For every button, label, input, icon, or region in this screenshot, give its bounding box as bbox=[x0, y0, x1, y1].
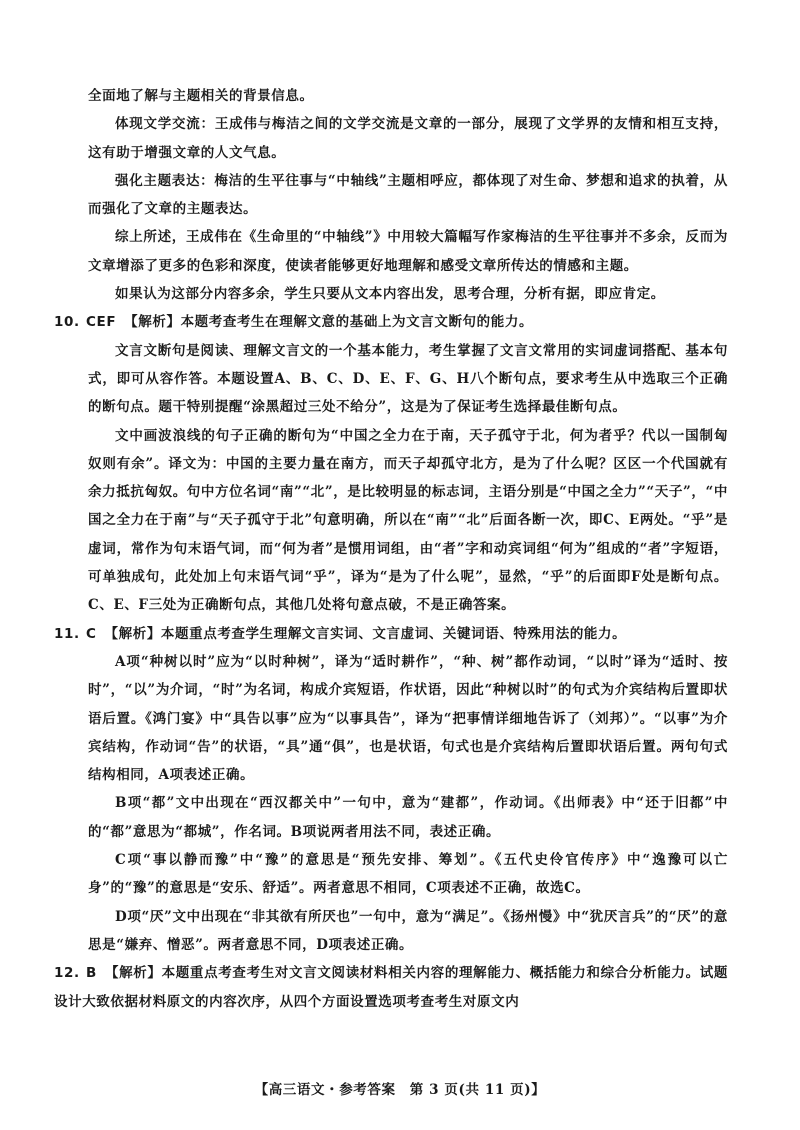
question-answer: CEF bbox=[86, 314, 117, 331]
question-10-heading bbox=[54, 308, 728, 336]
question-lead: 本题考查考生在理解文意的基础上为文言文断句的能力。 bbox=[180, 314, 534, 331]
paragraph-theme-expression: 强化主题表达：梅洁的生平往事与“中轴线”主题相呼应，都体现了对生命、梦想和追求的执着，从而强化了文章的主题表达。 bbox=[88, 172, 728, 218]
paragraph-literary-exchange: 体现文学交流：王成伟与梅洁之间的文学交流是文章的一部分，展现了文学界的友情和相互支持，这有助于增强文章的人文气息。 bbox=[88, 116, 728, 161]
question-answer: B bbox=[86, 965, 97, 982]
page-footer: 【高三语文・参考答案 第 3 页(共 11 页)】 bbox=[254, 1082, 546, 1098]
question-lead: 本题重点考查学生理解文言实词、文言虚词、关键词语、特殊用法的能力。 bbox=[160, 625, 627, 642]
question-10-paragraph-2: 文中画波浪线的句子正确的断句为“中国之全力在于南，天子孤守于北，何为者乎？代以一国制匈奴则有余”。译文为：中国的主要力量在南方，而天子却孤守北方，是为了什么呢？区区一个代国就有余力抵抗匈奴。句中方位名词“南”“北”，是比较明显的标志词，主语分别是“中国之全力”“天子”，“中国之全力在于南”与“天子孤守于北”句意明确，所以在“南”“北”后面各断一次，即C、E两处。“乎”是虚词，常作为句末语气词，而“何为者”是惯用词组，由“者”字和动宾词组“何为”组成的“者”字短语，可单独成句，此处加上句末语气词“乎”，译为“是为了什么呢”，显然，“乎”的后面即F处是断句点。C、E、F三处为正确断句点，其他几处将句意点破，不是正确答案。 bbox=[88, 427, 728, 614]
paragraph-summary: 综上所述，王成伟在《生命里的“中轴线”》中用较大篇幅写作家梅洁的生平往事并不多余，反而为文章增添了更多的色彩和深度，使读者能够更好地理解和感受文章所传达的情感和主题。 bbox=[88, 229, 728, 274]
question-10-paragraph-1: 文言文断句是阅读、理解文言文的一个基本能力，考生掌握了文言文常用的实词虚词搭配、基本句式，即可从容作答。本题设置A、B、C、D、E、F、G、H八个断句点，要求考生从中选取三个正确的断句点。题干特别提醒“涂黑超过三处不给分”，这是为了保证考生选择最佳断句点。 bbox=[88, 342, 728, 416]
question-number: 12. bbox=[54, 965, 80, 982]
question-11-heading bbox=[54, 620, 728, 648]
question-number: 11. bbox=[54, 625, 80, 642]
analysis-tag: 【解析】 bbox=[104, 625, 161, 642]
question-lead: 本题重点考查考生对文言文阅读材料相关内容的理解能力、概括能力和综合分析能力。试题设计大致依据材料原文的内容次序，从四个方面设置选项考查考生对原文内 bbox=[54, 965, 729, 1010]
continued-paragraph: 全面地了解与主题相关的背景信息。 bbox=[88, 88, 314, 104]
page-body bbox=[54, 82, 729, 1016]
question-11-option-c: C项“事以静而豫”中“豫”的意思是“预先安排、筹划”。《五代史伶官传序》中“逸豫可以亡身”的“豫”的意思是“安乐、舒适”。两者意思不相同，C项表述不正确，故选C。 bbox=[88, 852, 728, 897]
question-number: 10. bbox=[54, 314, 80, 331]
analysis-tag: 【解析】 bbox=[104, 965, 162, 982]
analysis-tag: 【解析】 bbox=[124, 314, 181, 331]
question-12-heading bbox=[54, 959, 728, 1016]
question-answer: C bbox=[86, 625, 97, 642]
paragraph-grading-note: 如果认为这部分内容多余，学生只要从文本内容出发，思考合理，分析有据，即应肯定。 bbox=[115, 286, 665, 303]
question-11-option-b: B项“都”文中出现在“西汉都关中”一句中，意为“建都”，作动词。《出师表》中“还于旧都”中的“都”意思为“都城”，作名词。B项说两者用法不同，表述正确。 bbox=[88, 795, 728, 840]
question-11-option-a: A项“种树以时”应为“以时种树”，译为“适时耕作”，“种、树”都作动词，“以时”译为“适时、按时”，“以”为介词，“时”为名词，构成介宾短语，作状语，因此“种树以时”的句式为介宾结构后置即状语后置。《鸿门宴》中“具告以事”应为“以事具告”，译为“把事情详细地告诉了（刘邦）”。“以事”为介宾结构，作动词“告”的状语，“具”通“俱”，也是状语，句式也是介宾结构后置即状语后置。两句句式结构相同，A项表述正确。 bbox=[88, 653, 728, 784]
question-11-option-d: D项“厌”文中出现在“非其欲有所厌也”一句中，意为“满足”。《扬州慢》中“犹厌言兵”的“厌”的意思是“嫌弃、憎恶”。两者意思不同，D项表述正确。 bbox=[88, 908, 728, 953]
